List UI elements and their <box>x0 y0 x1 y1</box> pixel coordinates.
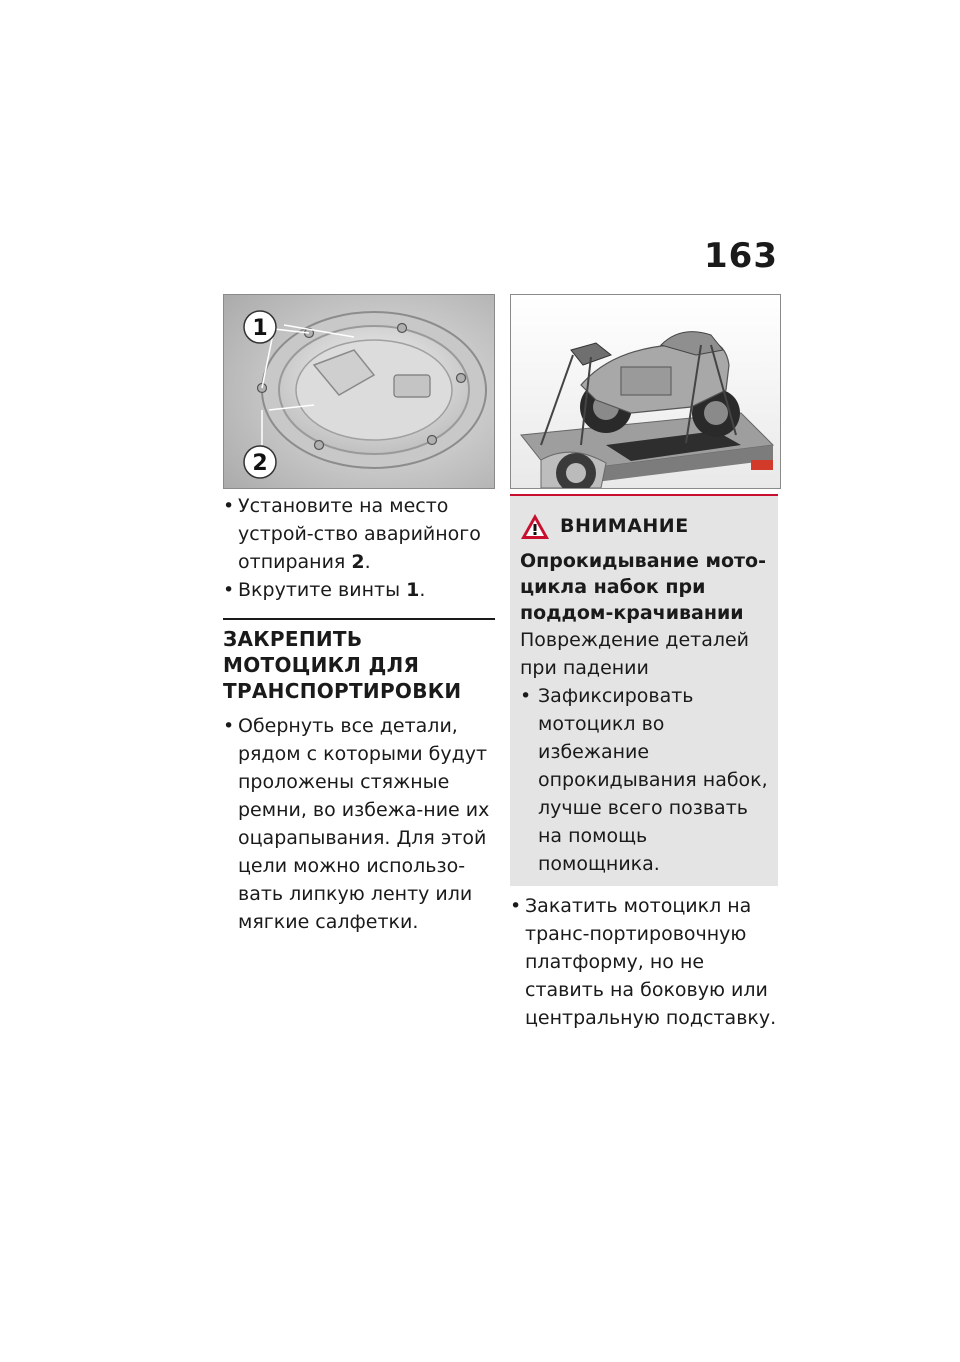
list-item: • Обернуть все детали, рядом с которыми будут проложены стяжные ремни, во избежа-ние их оцарапывания. Для этой цели можно использо-вать липкую ленту или мягкие салфетки. <box>223 712 495 936</box>
list-item: • Зафиксировать мотоцикл во избежание опрокидывания набок, лучше всего позвать на помощь помощника. <box>520 682 768 878</box>
warning-triangle-icon <box>520 513 550 540</box>
warning-header <box>520 512 768 540</box>
callout-2-label: 2 <box>252 451 268 476</box>
list-item: • Вкрутите винты 1. <box>223 576 495 604</box>
motorcycle-trailer-figure <box>510 294 781 489</box>
bullet-icon: • <box>520 685 532 707</box>
warning-box <box>510 494 778 886</box>
fuel-cap-figure <box>223 294 495 489</box>
bullet-icon: • <box>510 895 522 917</box>
motorcycle-trailer-illustration <box>511 295 780 488</box>
section-divider <box>223 618 495 620</box>
right-column <box>510 492 780 1032</box>
fuel-cap-illustration <box>224 295 494 488</box>
list-item: • Закатить мотоцикл на транс-портировочную платформу, но не ставить на боковую или центральную подставку. <box>510 892 780 1032</box>
warning-subtitle: Опрокидывание мото-цикла набок при поддом-крачивании <box>520 550 766 624</box>
section-title: ЗАКРЕПИТЬ МОТОЦИКЛ ДЛЯ ТРАНСПОРТИРОВКИ <box>223 627 462 703</box>
bullet-icon: • <box>223 579 235 601</box>
callout-1-label: 1 <box>252 316 268 341</box>
callout-ref: 1 <box>406 579 420 601</box>
callout-ref: 2 <box>351 551 365 573</box>
warning-title: ВНИМАНИЕ <box>560 515 689 537</box>
bullet-icon: • <box>223 495 235 517</box>
warning-text: Повреждение деталей при падении <box>520 629 750 679</box>
list-item: • Установите на место устрой-ство аварийного отпирания 2. <box>223 492 495 576</box>
bullet-icon: • <box>223 715 235 737</box>
page-number: 163 <box>704 236 778 276</box>
left-column <box>223 492 495 936</box>
